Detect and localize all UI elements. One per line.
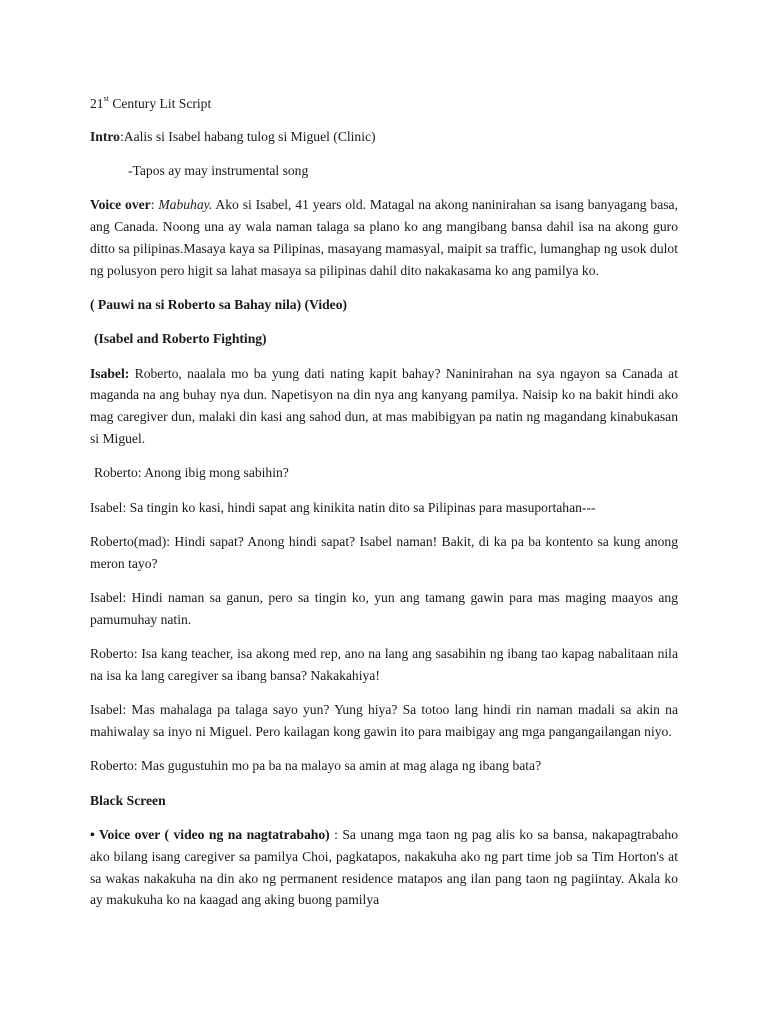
intro-text: :Aalis si Isabel habang tulog si Miguel (Clinic) — [119, 128, 376, 144]
scene-heading-2: (Isabel and Roberto Fighting) — [94, 331, 267, 347]
document-title: 21st Century Lit Script — [90, 94, 212, 111]
roberto-line-2: Roberto(mad): Hindi sapat? Anong hindi sapat? Isabel naman! Bakit, di ka pa ba kontento sa kung anong meron tayo? — [90, 533, 678, 571]
intro-note: -Tapos ay may instrumental song — [128, 163, 309, 179]
black-screen-heading: Black Screen — [90, 792, 166, 808]
roberto-line-3: Roberto: Isa kang teacher, isa akong med rep, ano na lang ang sasabihin ng ibang tao kapag nabalitaan nila na isa ka lang caregiver sa ibang bansa? Nakakahiya! — [90, 646, 678, 683]
isabel-line-2: Isabel: Sa tingin ko kasi, hindi sapat ang kinikita natin dito sa Pilipinas para masuportahan--- — [90, 499, 596, 515]
roberto-line-1: Roberto: Anong ibig mong sabihin? — [94, 465, 289, 481]
isabel-line-3: Isabel: Hindi naman sa ganun, pero sa tingin ko, yun ang tamang gawin para mas maging maayos ang pamumuhay natin. — [90, 590, 678, 627]
isabel-label: Isabel: — [90, 365, 130, 381]
voice-over-paragraph-2: • Voice over ( video ng na nagtatrabaho) : Sa unang mga taon ng pag alis ko sa bansa, nakapagtrabaho ako bilang isang caregiver sa pamilya Choi, pagkatapos, nakakuha ako ng part time job sa Tim Horton's at sa wakas nakakuha na din ako ng permanent residence matapos ang ilan pang taon ng pagiintay. Akala ko ay makukuha ko na kaagad ang aking buong pamilya — [90, 826, 678, 908]
isabel-line-4: Isabel: Mas mahalaga pa talaga sayo yun? Yung hiya? Sa totoo lang hindi rin naman madali sa akin na mahiwalay sa inyo ni Miguel. Pero kailagan kong gawin ito para maibigay ang mga pangangailangan niyo. — [90, 702, 678, 740]
roberto-line-4: Roberto: Mas gugustuhin mo pa ba na malayo sa amin at mag alaga ng ibang bata? — [90, 758, 542, 774]
bullet-icon: • — [90, 826, 95, 842]
voice-over-2-label: Voice over ( video ng na nagtatrabaho) — [94, 826, 330, 842]
document-page — [90, 86, 678, 924]
voice-over-italic: Mabuhay. — [158, 197, 213, 213]
intro-label: Intro — [90, 128, 120, 144]
isabel-line-1: Isabel: Roberto, naalala mo ba yung dati nating kapit bahay? Naninirahan na sya ngayon sa Canada at maganda na ang buhay nya dun. Napetisyon na din nya ang kanyang pamilya. Naisip ko na bakit hindi ako mag caregiver dun, malaki din kasi ang sahod dun, at mas mabibigyan pa natin ng magandang kinabukasan si Miguel. — [90, 365, 678, 447]
intro-line — [90, 126, 678, 148]
scene-heading-1: ( Pauwi na si Roberto sa Bahay nila) (Video) — [90, 297, 348, 313]
voice-over-paragraph-1: Voice over: Mabuhay. Ako si Isabel, 41 years old. Matagal na akong naninirahan sa isang banyagang basa, ang Canada. Noong una ay wala naman talaga sa plano ko ang mangibang bansa dahil isa na akong guro ditto sa pilipinas.Masaya kaya sa Pilipinas, masayang mamasyal, maipit sa traffic, lumanghap ng usok dulot ng polusyon pero higit sa lahat masaya sa pilipinas dahil dito nakakasama ko ang pamilya ko. — [90, 197, 678, 278]
voice-over-label: Voice over — [90, 197, 151, 213]
